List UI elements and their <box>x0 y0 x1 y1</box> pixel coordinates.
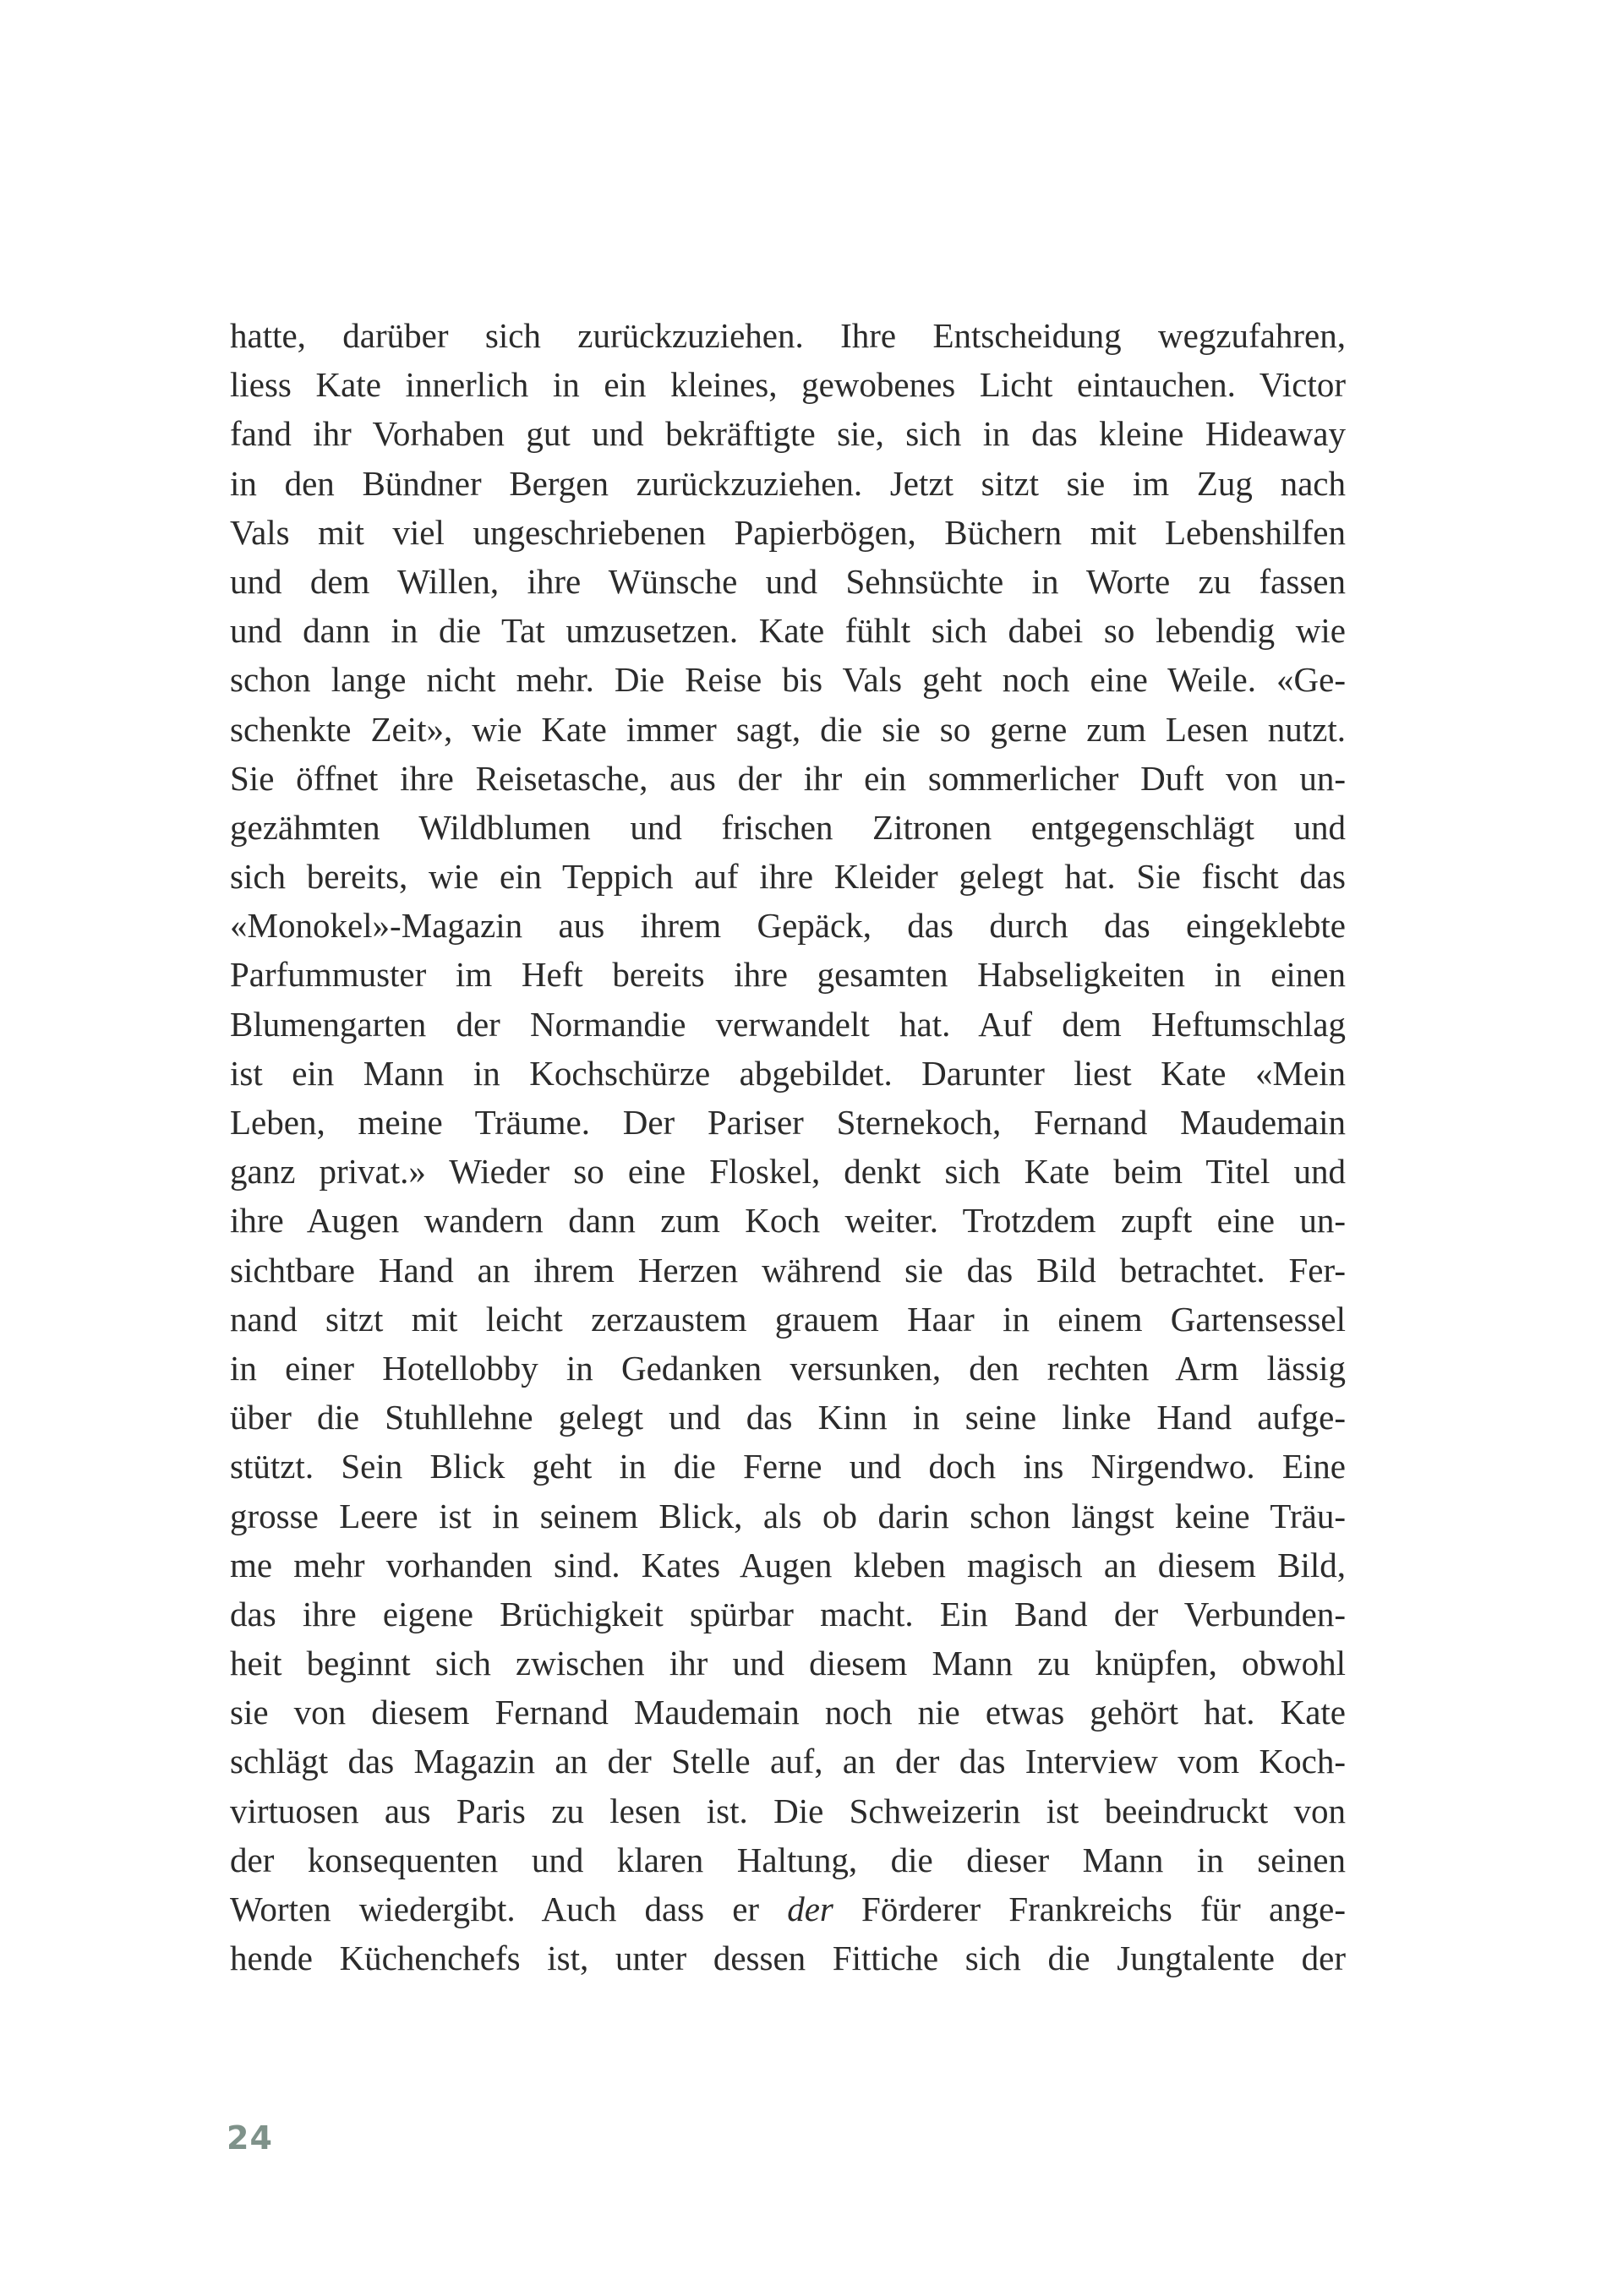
body-text <box>230 311 1346 1982</box>
text-line-14: Parfummuster im Heft bereits ihre gesamten Habseligkeiten in einen <box>230 955 1346 995</box>
text-line-19: ihre Augen wandern dann zum Koch weiter. Trotzdem zupft eine un- <box>230 1201 1346 1241</box>
text-line-26: me mehr vorhanden sind. Kates Augen kleben magisch an diesem Bild, <box>230 1545 1346 1584</box>
text-line-33-before: Worten wiedergibt. Auch dass er <box>230 1890 788 1928</box>
text-line-13: «Monokel»-Magazin aus ihrem Gepäck, das durch das eingeklebte <box>230 906 1346 946</box>
page-number: 24 <box>227 2119 273 2157</box>
text-line-12: sich bereits, wie ein Teppich auf ihre Kleider gelegt hat. Sie fischt das <box>230 857 1346 897</box>
text-line-7: und dann in die Tat umzusetzen. Kate fühlt sich dabei so lebendig wie <box>230 611 1346 651</box>
text-line-16: ist ein Mann in Kochschürze abgebildet. Darunter liest Kate «Mein <box>230 1053 1346 1093</box>
text-line-6: und dem Willen, ihre Wünsche und Sehnsüchte in Worte zu fassen <box>230 561 1346 601</box>
text-line-10: Sie öffnet ihre Reisetasche, aus der ihr ein sommerlicher Duft von un- <box>230 758 1346 798</box>
text-line-21: nand sitzt mit leicht zerzaustem grauem Haar in einem Gartensessel <box>230 1299 1346 1339</box>
text-line-33 <box>230 1884 1346 1933</box>
text-line-2: liess Kate innerlich in ein kleines, gewobenes Licht eintauchen. Victor <box>230 365 1346 405</box>
text-line-4: in den Bündner Bergen zurückzuziehen. Jetzt sitzt sie im Zug nach <box>230 463 1346 503</box>
text-line-8: schon lange nicht mehr. Die Reise bis Vals geht noch eine Weile. «Ge- <box>230 660 1346 700</box>
text-line-22: in einer Hotellobby in Gedanken versunken, den rechten Arm lässig <box>230 1348 1346 1388</box>
text-line-23: über die Stuhllehne gelegt und das Kinn in seine linke Hand aufge- <box>230 1398 1346 1437</box>
text-line-27: das ihre eigene Brüchigkeit spürbar macht. Ein Band der Verbunden- <box>230 1594 1346 1633</box>
text-line-3: fand ihr Vorhaben gut und bekräftigte sie, sich in das kleine Hideaway <box>230 414 1346 454</box>
text-line-31: virtuosen aus Paris zu lesen ist. Die Schweizerin ist beeindruckt von <box>230 1791 1346 1830</box>
text-line-9: schenkte Zeit», wie Kate immer sagt, die sie so gerne zum Lesen nutzt. <box>230 709 1346 749</box>
text-line-25: grosse Leere ist in seinem Blick, als ob darin schon längst keine Träu- <box>230 1496 1346 1535</box>
text-line-1: hatte, darüber sich zurückzuziehen. Ihre Entscheidung wegzufahren, <box>230 316 1346 355</box>
text-line-34: hende Küchenchefs ist, unter dessen Fittiche sich die Jungtalente der <box>230 1939 1346 1978</box>
text-line-33-italic: der <box>787 1890 833 1928</box>
text-line-28: heit beginnt sich zwischen ihr und diesem Mann zu knüpfen, obwohl <box>230 1644 1346 1683</box>
text-line-20: sichtbare Hand an ihrem Herzen während sie das Bild betrachtet. Fer- <box>230 1250 1346 1290</box>
text-line-17: Leben, meine Träume. Der Pariser Sternekoch, Fernand Maudemain <box>230 1103 1346 1142</box>
text-line-5: Vals mit viel ungeschriebenen Papierbögen, Büchern mit Lebenshilfen <box>230 512 1346 552</box>
text-line-18: ganz privat.» Wieder so eine Floskel, denkt sich Kate beim Titel und <box>230 1152 1346 1192</box>
text-line-30: schlägt das Magazin an der Stelle auf, an der das Interview vom Koch- <box>230 1742 1346 1781</box>
text-line-33-after: Förderer Frankreichs für ange- <box>833 1890 1346 1928</box>
text-line-15: Blumengarten der Normandie verwandelt hat. Auf dem Heftumschlag <box>230 1004 1346 1044</box>
text-line-11: gezähmten Wildblumen und frischen Zitronen entgegenschlägt und <box>230 807 1346 847</box>
text-line-24: stützt. Sein Blick geht in die Ferne und doch ins Nirgendwo. Eine <box>230 1447 1346 1486</box>
text-line-32: der konsequenten und klaren Haltung, die dieser Mann in seinen <box>230 1840 1346 1879</box>
text-line-29: sie von diesem Fernand Maudemain noch nie etwas gehört hat. Kate <box>230 1693 1346 1732</box>
